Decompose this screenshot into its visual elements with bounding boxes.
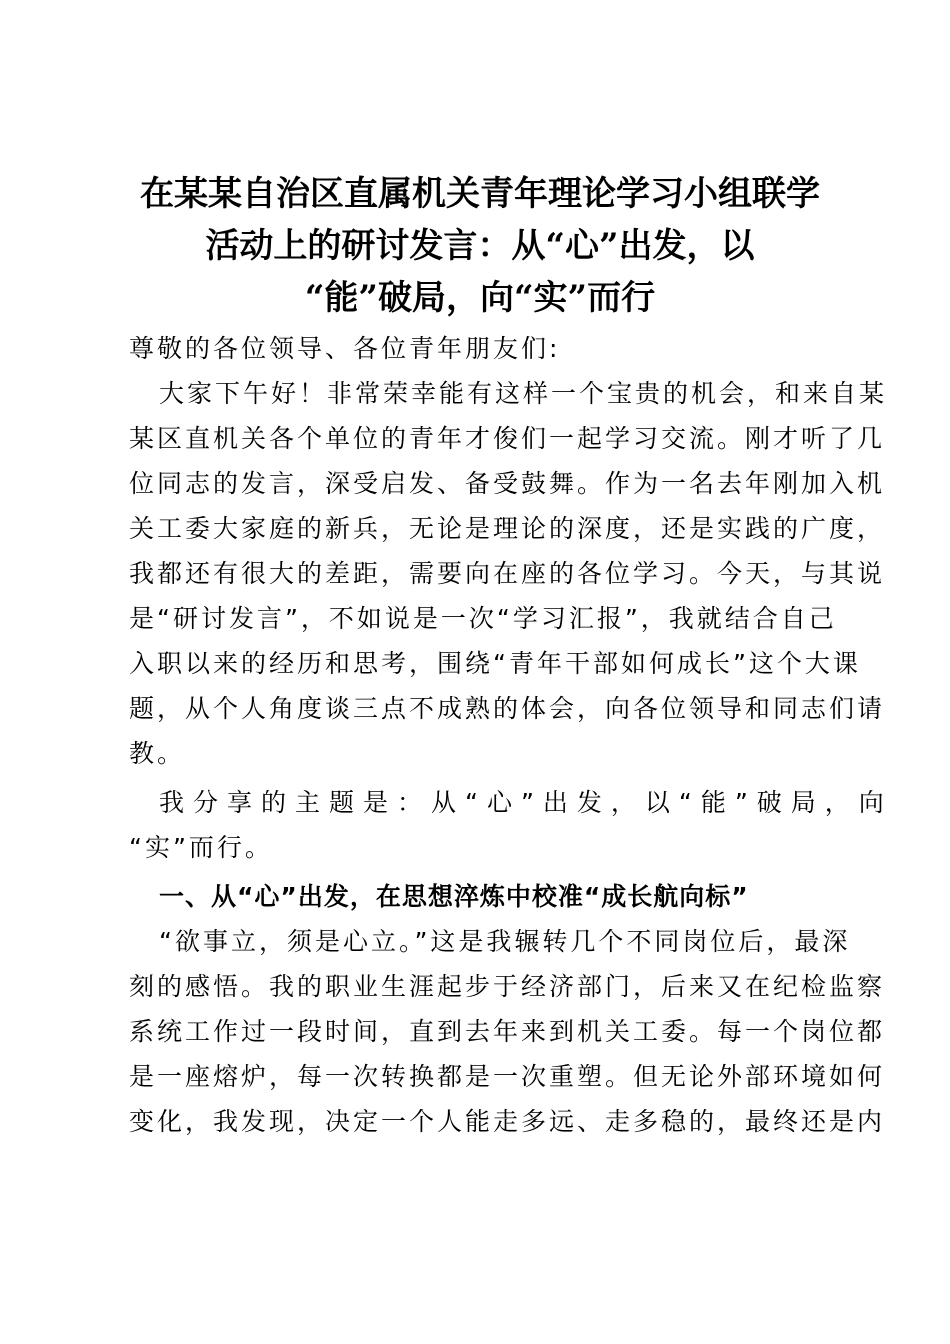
title-line: 活动上的研讨发言：从“心”出发，以 [205, 226, 755, 266]
paragraph-line: 大家下午好！非常荣幸能有这样一个宝贵的机会，和来自某 [159, 379, 888, 408]
salutation [129, 326, 831, 371]
paragraph-line: 是“研讨发言”，不如说是一次“学习汇报”，我就结合自己 [129, 604, 837, 633]
opening-paragraph [129, 371, 888, 776]
paragraph-line: 位同志的发言，深受启发、备受鼓舞。作为一名去年刚加入机 [129, 469, 886, 498]
title-line: “能”破局，向“实”而行 [304, 278, 656, 318]
paragraph-line: 题，从个人角度谈三点不成熟的体会，向各位领导和同志们请 [129, 694, 886, 723]
section-heading: 一、从“心”出发，在思想淬炼中校准“成长航向标” [159, 882, 749, 911]
salutation-text: 尊敬的各位领导、各位青年朋友们: [129, 334, 561, 363]
theme-paragraph [129, 780, 893, 870]
paragraph-line: “欲事立，须是心立。”这是我辗转几个不同岗位后，最深 [159, 927, 851, 956]
document-page [129, 168, 893, 1144]
section-paragraph [129, 919, 886, 1144]
paragraph-line: 入职以来的经历和思考，围绕“青年干部如何成长”这个大课 [129, 649, 861, 678]
paragraph-line: 关工委大家庭的新兵，无论是理论的深度，还是实践的广度， [129, 514, 886, 543]
paragraph-line: 刻的感悟。我的职业生涯起步于经济部门，后来又在纪检监察 [129, 972, 886, 1001]
paragraph-line: 变化，我发现，决定一个人能走多远、走多稳的，最终还是内 [129, 1107, 886, 1136]
paragraph-line: 是一座熔炉，每一次转换都是一次重塑。但无论外部环境如何 [129, 1062, 886, 1091]
paragraph-line: 系统工作过一段时间，直到去年来到机关工委。每一个岗位都 [129, 1017, 886, 1046]
paragraph-line: 我分享的主题是：从“心”出发，以“能”破局，向 [159, 788, 893, 817]
title-line: 在某某自治区直属机关青年理论学习小组联学 [140, 174, 820, 214]
paragraph-line: 教。 [129, 739, 186, 768]
paragraph-line: “实”而行。 [129, 833, 273, 862]
paragraph-line: 我都还有很大的差距，需要向在座的各位学习。今天，与其说 [129, 559, 886, 588]
paragraph-line: 某区直机关各个单位的青年才俊们一起学习交流。刚才听了几 [129, 424, 886, 453]
document-title [123, 168, 837, 324]
